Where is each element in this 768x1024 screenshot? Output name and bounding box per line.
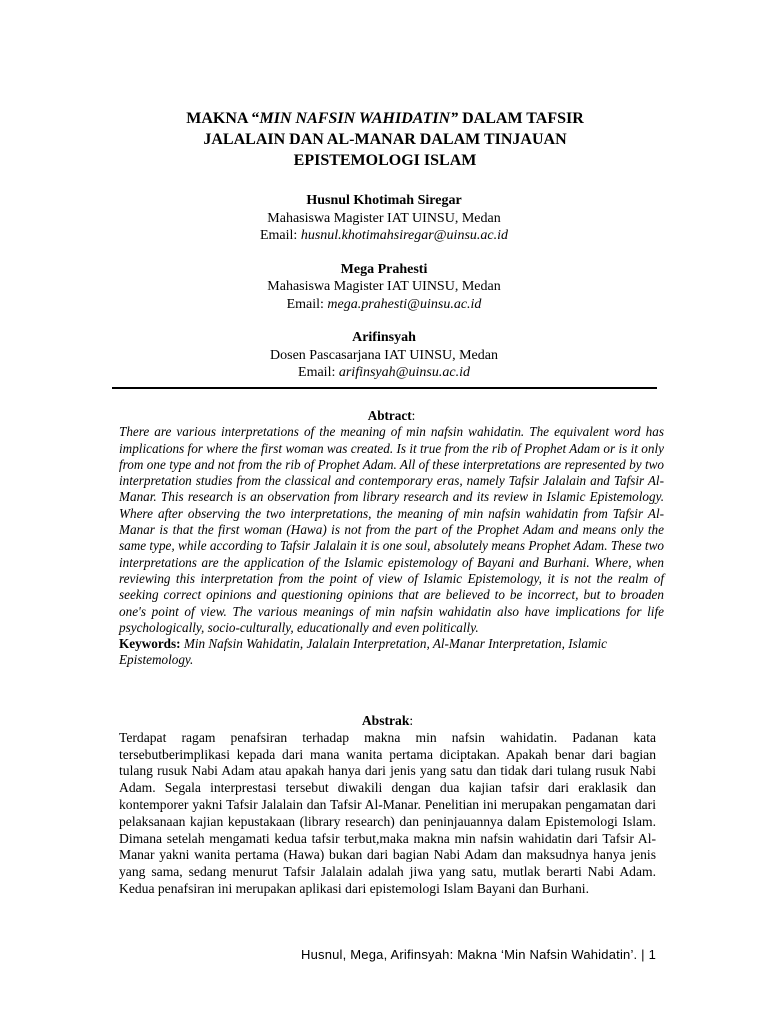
abstract-indonesian <box>119 713 656 898</box>
author-affiliation: Dosen Pascasarjana IAT UINSU, Medan <box>270 347 498 363</box>
author-email-line: Email: arifinsyah@uinsu.ac.id <box>298 365 470 380</box>
title-line-1: MAKNA “MIN NAFSIN WAHIDATIN” DALAM TAFSIR <box>186 110 584 127</box>
author-email: mega.prahesti@uinsu.ac.id <box>327 296 482 312</box>
paper-title <box>140 108 630 171</box>
author-email-line: Email: husnul.khotimahsiregar@uinsu.ac.id <box>259 228 509 243</box>
author-affiliation: Mahasiswa Magister IAT UINSU, Medan <box>267 210 501 226</box>
author-name: Arifinsyah <box>352 330 416 345</box>
abstrak-heading: Abstrak: <box>361 713 414 728</box>
abstract-english <box>119 408 664 669</box>
horizontal-divider <box>112 387 657 389</box>
author-name: Mega Prahesti <box>340 261 428 277</box>
author-name: Husnul Khotimah Siregar <box>306 193 462 208</box>
abstrak-text: Terdapat ragam penafsiran terhadap makna min nafsin wahidatin. Padanan kata tersebutberimplikasi kepada dari mana wanita pertama diciptakan. Apakah benar dari bagian tulang rusuk Nabi Adam atau apakah hanya dari jenis yang satu dan tidak dari tulang rusuk Nabi Adam. Segala interprestasi tersebut diwakili dengan dua kajian tafsir dari eraklasik dan kontemporer yakni Tafsir Jalalain dan Tafsir Al-Manar. Penelitian ini merupakan pengamatan dari pelaksanaan kajian kepustakaan (library research) dan peninjauannya dalam Epistemologi Islam. Dimana setelah mengamati kedua tafsir terbut,maka makna min nafsin wahidatin dari Tafsir Al-Manar yakni wanita pertama (Hawa) bukan dari bagian Nabi Adam dan maksudnya hanya jenis yang sama, sedang menurut Tafsir Jalalain adalah jiwa yang satu, mutlak berarti Nabi Adam. Kedua penafsiran ini merupakan aplikasi dari epistemologi Islam Bayani dan Burhani. <box>119 729 656 896</box>
author-2 <box>0 261 768 314</box>
author-email-line: Email: mega.prahesti@uinsu.ac.id <box>286 296 482 312</box>
keywords-label: Keywords: <box>119 636 181 652</box>
page-footer: Husnul, Mega, Arifinsyah: Makna ‘Min Nafsin Wahidatin’. | 1 <box>300 947 656 962</box>
title-line-3: EPISTEMOLOGI ISLAM <box>293 152 477 169</box>
author-3 <box>0 329 768 382</box>
title-line-2: JALALAIN DAN AL-MANAR DALAM TINJAUAN <box>203 131 567 148</box>
title-italic-phrase: MIN NAFSIN WAHIDATIN” <box>259 110 459 127</box>
author-email: husnul.khotimahsiregar@uinsu.ac.id <box>300 228 509 243</box>
keywords <box>119 636 664 669</box>
author-email: arifinsyah@uinsu.ac.id <box>338 365 470 380</box>
author-1 <box>0 192 768 245</box>
author-affiliation: Mahasiswa Magister IAT UINSU, Medan <box>267 279 501 294</box>
abstract-text: There are various interpretations of the meaning of min nafsin wahidatin. The equivalent word has implications for where the first woman was created. Is it true from the rib of Prophet Adam or is it only from one type and not from the rib of Prophet Adam. All of these interpretations are represented by two interpretation studies from the classical and contemporary eras, namely Tafsir Jalalain and Tafsir Al-Manar. This research is an observation from library research and its review in Islamic Epistemology. Where after observing the two interpretations, the meaning of min nafsin wahidatin from Tafsir Al-Manar is that the first woman (Hawa) is not from the part of the Prophet Adam and means only the same type, while according to Tafsir Jalalain it is one soul, absolutely means Prophet Adam. These two interpretations are the application of the Islamic epistemology of Bayani and Burhani. Where, when reviewing this interpretation from the point of view of Islamic Epistemology, it is not the realm of seeking correct opinions and questioning opinions that are believed to be incorrect, but to broaden one's point of view. The various meanings of min nafsin wahidatin also have implications for life psychologically, socio-culturally, educationally and even politically. <box>119 424 664 635</box>
abstract-heading: Abtract: <box>367 408 416 423</box>
author-block <box>0 192 768 398</box>
keywords-list: Min Nafsin Wahidatin, Jalalain Interpretation, Al-Manar Interpretation, Islamic Epistemology. <box>119 636 608 668</box>
